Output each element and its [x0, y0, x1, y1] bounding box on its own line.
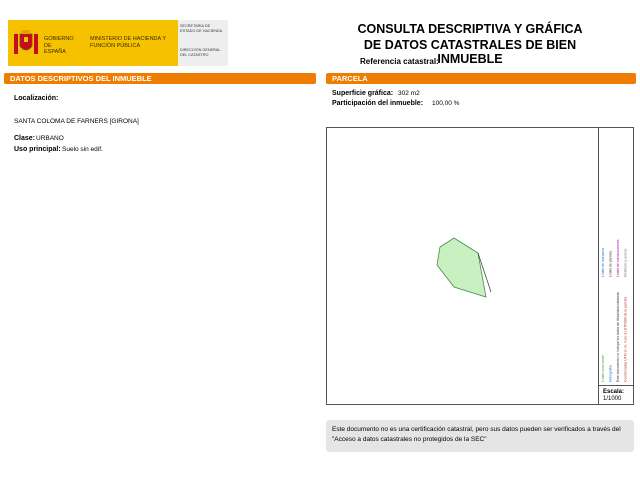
surface-label: Superficie gráfica: — [332, 90, 394, 97]
surface-value: 302 m2 — [398, 90, 420, 97]
scale-label: Escala: — [603, 389, 625, 395]
page-title-line1: CONSULTA DESCRIPTIVA Y GRÁFICA — [357, 22, 583, 36]
legend-line: Hidrografía — [608, 365, 613, 382]
notice-text: Este documento no es una certificación catastral, pero sus datos pueden ser verificados a través del "Acceso a datos catastrales no protegidos de la SEC" — [332, 426, 621, 443]
use-value: Suelo sin edif. — [62, 146, 103, 153]
legend-line: Este documento no incluye los datos de titularidad catastral. — [616, 291, 620, 382]
parcel-map-drawing — [326, 127, 598, 405]
directorate-name: DIRECCIÓN GENERAL DEL CATASTRO — [180, 48, 221, 57]
descriptive-data-bar: DATOS DESCRIPTIVOS DEL INMUEBLE — [4, 73, 316, 84]
scale-value: 1/1000 — [603, 396, 622, 402]
legend-line: Coordenadas UTM en m, huso 31 ETRS89 de la parcela — [623, 296, 628, 382]
location-label: Localización: — [14, 95, 59, 102]
legend-line: Límite zona verde — [601, 355, 605, 382]
location-value: SANTA COLOMA DE FARNERS [GIRONA] — [14, 118, 139, 125]
scale-box — [598, 385, 634, 405]
parcel-bar: PARCELA — [326, 73, 636, 84]
secretary-name: SECRETARÍA DE ESTADO DE HACIENDA — [180, 24, 223, 33]
government-name: GOBIERNO DE ESPAÑA — [44, 36, 74, 55]
legend-line: Límite de parcela — [608, 250, 613, 277]
legend-line: Límite de construcciones — [616, 239, 620, 277]
legend-line: Mobiliario y aceras — [623, 248, 628, 277]
participation-value: 100,00 % — [432, 100, 460, 107]
ministry-name: MINISTERIO DE HACIENDA Y FUNCIÓN PÚBLICA — [90, 36, 166, 49]
class-value: URBANO — [36, 135, 64, 142]
coat-of-arms-icon — [12, 28, 40, 58]
page-title-line2: DE DATOS CATASTRALES DE BIEN INMUEBLE — [363, 38, 577, 66]
parcel-shape — [437, 238, 486, 297]
legend-line: Límite de manzana — [601, 248, 605, 277]
use-label: Uso principal: — [14, 146, 61, 153]
class-label: Clase: — [14, 135, 36, 142]
map-legend-text — [598, 127, 634, 385]
reference-label: Referencia catastral: — [360, 57, 439, 66]
participation-label: Participación del inmueble: — [332, 100, 424, 107]
